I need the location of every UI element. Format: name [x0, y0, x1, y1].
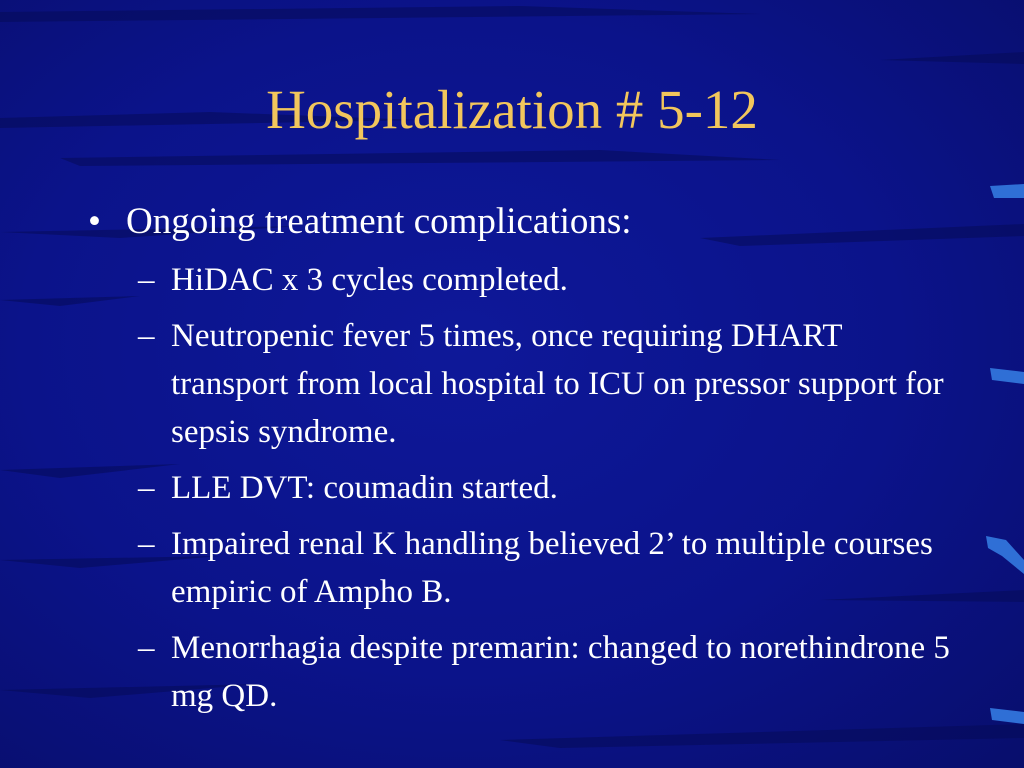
sub-bullet-item [88, 256, 958, 304]
sub-bullet-text: Neutropenic fever 5 times, once requiring DHART transport from local hospital to ICU on pressor support for sepsis syndrome. [171, 318, 944, 450]
dash-marker: – [138, 526, 155, 562]
bullet-item [88, 198, 958, 246]
sub-bullet-text: Menorrhagia despite premarin: changed to norethindrone 5 mg QD. [171, 630, 950, 714]
sub-bullet-text: LLE DVT: coumadin started. [171, 470, 558, 506]
sub-bullet-text: Impaired renal K handling believed 2’ to multiple courses empiric of Ampho B. [171, 526, 933, 610]
sub-bullet-item [88, 624, 958, 720]
dash-marker: – [138, 630, 155, 666]
dash-marker: – [138, 262, 155, 298]
slide-content [88, 198, 958, 728]
sub-bullet-item [88, 312, 958, 456]
dash-marker: – [138, 318, 155, 354]
sub-bullet-item [88, 520, 958, 616]
slide-title: Hospitalization # 5-12 [266, 79, 758, 140]
sub-bullet-item [88, 464, 958, 512]
sub-bullet-list [88, 256, 958, 720]
bullet-marker: • [88, 201, 101, 242]
dash-marker: – [138, 470, 155, 506]
bullet-text: Ongoing treatment complications: [126, 201, 632, 242]
sub-bullet-text: HiDAC x 3 cycles completed. [171, 262, 568, 298]
